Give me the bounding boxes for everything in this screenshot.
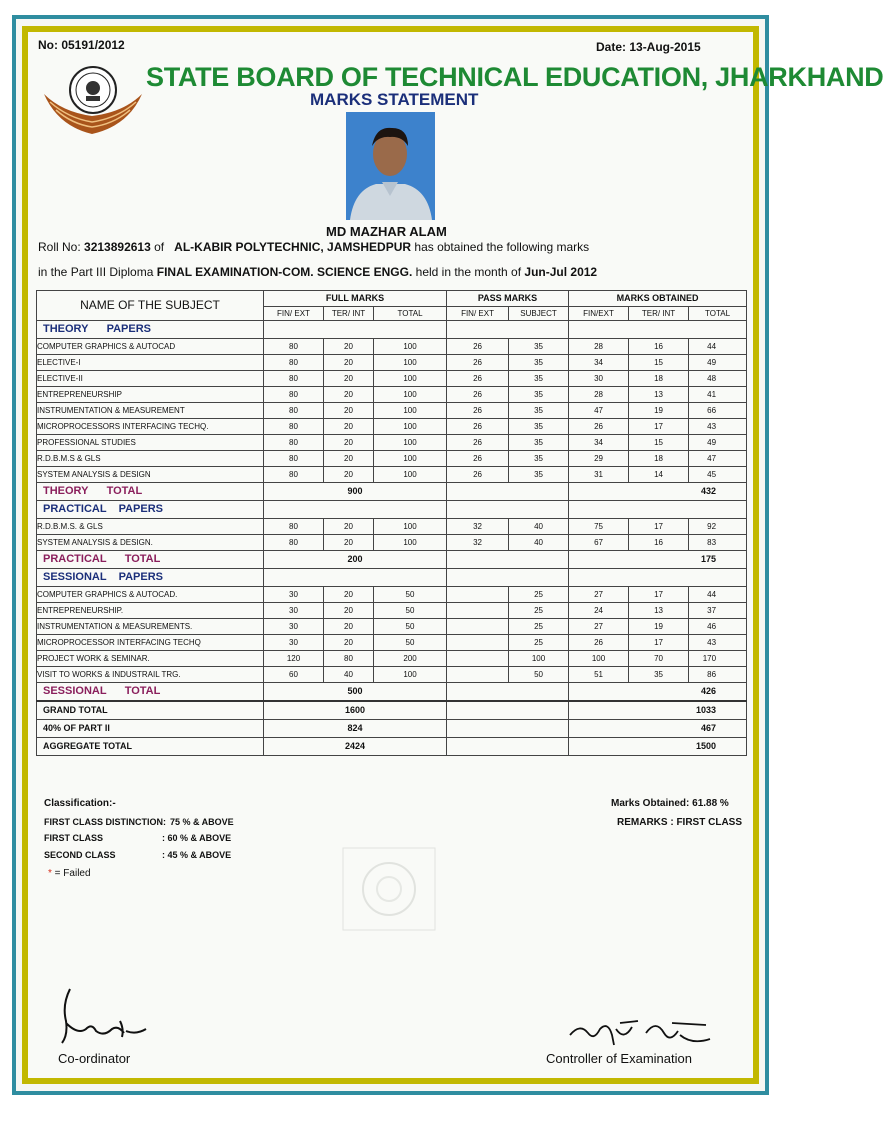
sub-header: TER/ INT <box>324 307 374 321</box>
classification-value: : 60 % & ABOVE <box>162 833 232 843</box>
obtained-marks-cell: 16 <box>629 535 689 551</box>
full-marks-cell: 100 <box>374 667 447 683</box>
obtained-marks-cell: 27 <box>569 587 629 603</box>
roll-line <box>38 240 589 254</box>
obtained-total-cell: 86 <box>689 667 747 683</box>
obtained-marks-cell: 47 <box>569 403 629 419</box>
subject-name: ELECTIVE-I <box>37 355 264 371</box>
pass-marks-cell <box>447 619 509 635</box>
obtained-marks-cell: 70 <box>629 651 689 667</box>
classification-title: Classification:- <box>44 798 116 809</box>
obtained-marks-cell: 18 <box>629 371 689 387</box>
obtained-marks-cell: 16 <box>629 339 689 355</box>
obtained-total-cell: 170 <box>689 651 747 667</box>
sub-header: TER/ INT <box>629 307 689 321</box>
full-marks-cell: 20 <box>324 535 374 551</box>
full-marks-cell: 50 <box>374 587 447 603</box>
obtained-total-cell: 44 <box>689 587 747 603</box>
theory-total-label: THEORY TOTAL <box>37 483 264 501</box>
full-marks-cell: 100 <box>374 435 447 451</box>
full-marks-cell: 30 <box>264 603 324 619</box>
sessional-total-obtained: 426 <box>569 683 747 702</box>
obtained-marks-cell: 17 <box>629 587 689 603</box>
pass-marks-cell: 35 <box>509 355 569 371</box>
subject-name: VISIT TO WORKS & INDUSTRAIL TRG. <box>37 667 264 683</box>
pass-marks-cell: 25 <box>509 619 569 635</box>
obtained-marks-cell: 26 <box>569 419 629 435</box>
pass-marks-cell: 26 <box>447 403 509 419</box>
certificate-number: No: 05191/2012 <box>38 38 125 52</box>
obtained-marks-cell: 35 <box>629 667 689 683</box>
pass-marks-header: PASS MARKS <box>447 291 569 307</box>
full-marks-cell: 60 <box>264 667 324 683</box>
full-marks-cell: 50 <box>374 635 447 651</box>
marks-obtained-header: MARKS OBTAINED <box>569 291 747 307</box>
part-text: in the Part III Diploma <box>38 265 154 279</box>
table-row <box>37 403 747 419</box>
practical-section-heading: PRACTICAL PAPERS <box>37 501 264 519</box>
classification-label: SECOND CLASS <box>44 850 116 860</box>
full-marks-cell: 100 <box>374 371 447 387</box>
obtained-marks-cell: 15 <box>629 355 689 371</box>
table-row <box>37 619 747 635</box>
pass-marks-cell: 35 <box>509 371 569 387</box>
full-marks-cell: 80 <box>264 371 324 387</box>
obtained-total-cell: 47 <box>689 451 747 467</box>
obtained-marks-cell: 17 <box>629 635 689 651</box>
full-marks-cell: 20 <box>324 467 374 483</box>
pass-marks-cell <box>447 651 509 667</box>
full-marks-cell: 100 <box>374 355 447 371</box>
failed-star-icon: * <box>48 868 52 879</box>
full-marks-cell: 20 <box>324 519 374 535</box>
obtained-marks-cell: 28 <box>569 339 629 355</box>
table-row <box>37 651 747 667</box>
marks-table <box>36 290 747 756</box>
obtained-marks-cell: 31 <box>569 467 629 483</box>
pass-marks-cell: 35 <box>509 419 569 435</box>
full-marks-cell: 100 <box>374 451 447 467</box>
pass-marks-cell: 26 <box>447 467 509 483</box>
pass-marks-cell: 25 <box>509 603 569 619</box>
aggregate-total-label: AGGREGATE TOTAL <box>37 738 264 756</box>
sub-header: FIN/EXT <box>569 307 629 321</box>
pass-marks-cell: 35 <box>509 467 569 483</box>
pass-marks-cell: 26 <box>447 419 509 435</box>
pass-marks-cell: 25 <box>509 587 569 603</box>
subject-name: R.D.B.M.S. & GLS <box>37 519 264 535</box>
remarks: REMARKS : FIRST CLASS <box>617 817 742 828</box>
full-marks-cell: 20 <box>324 419 374 435</box>
sub-header: SUBJECT <box>509 307 569 321</box>
pass-marks-cell: 35 <box>509 403 569 419</box>
practical-rows <box>37 519 747 551</box>
roll-number: 3213892613 <box>84 240 151 254</box>
subject-name: INSTRUMENTATION & MEASUREMENT <box>37 403 264 419</box>
full-marks-cell: 20 <box>324 635 374 651</box>
pass-marks-cell <box>447 667 509 683</box>
obtained-marks-cell: 100 <box>569 651 629 667</box>
subject-name: PROFESSIONAL STUDIES <box>37 435 264 451</box>
obtained-marks-cell: 19 <box>629 403 689 419</box>
full-marks-cell: 80 <box>264 403 324 419</box>
watermark-seal-icon <box>343 848 435 930</box>
obtained-marks-cell: 67 <box>569 535 629 551</box>
pass-marks-cell: 26 <box>447 371 509 387</box>
obtained-marks-cell: 34 <box>569 435 629 451</box>
roll-label: Roll No: <box>38 240 81 254</box>
full-marks-cell: 80 <box>264 355 324 371</box>
full-marks-cell: 80 <box>264 387 324 403</box>
obtained-marks-cell: 13 <box>629 387 689 403</box>
practical-total-label: PRACTICAL TOTAL <box>37 551 264 569</box>
sessional-section-heading: SESSIONAL PAPERS <box>37 569 264 587</box>
pass-marks-cell: 26 <box>447 339 509 355</box>
obtained-total-cell: 48 <box>689 371 747 387</box>
obtained-marks-cell: 34 <box>569 355 629 371</box>
full-marks-cell: 80 <box>264 451 324 467</box>
table-row <box>37 667 747 683</box>
obtained-marks-cell: 17 <box>629 519 689 535</box>
subject-name: COMPUTER GRAPHICS & AUTOCAD. <box>37 587 264 603</box>
obtained-text: has obtained the following marks <box>414 240 590 254</box>
subject-name: SYSTEM ANALYSIS & DESIGN <box>37 467 264 483</box>
full-marks-cell: 50 <box>374 603 447 619</box>
full-marks-cell: 20 <box>324 451 374 467</box>
pass-marks-cell: 26 <box>447 387 509 403</box>
document-subtitle: MARKS STATEMENT <box>310 90 479 109</box>
theory-rows <box>37 339 747 483</box>
issue-date: Date: 13-Aug-2015 <box>596 40 701 54</box>
sessional-rows <box>37 587 747 683</box>
obtained-marks-cell: 26 <box>569 635 629 651</box>
obtained-total-cell: 46 <box>689 619 747 635</box>
pass-marks-cell: 35 <box>509 451 569 467</box>
full-marks-cell: 30 <box>264 635 324 651</box>
pass-marks-cell <box>447 603 509 619</box>
pass-marks-cell: 32 <box>447 519 509 535</box>
full-marks-cell: 100 <box>374 419 447 435</box>
classification-value: 75 % & ABOVE <box>170 817 234 827</box>
subject-header: NAME OF THE SUBJECT <box>37 291 264 321</box>
pass-marks-cell: 26 <box>447 355 509 371</box>
obtained-total-cell: 66 <box>689 403 747 419</box>
full-marks-cell: 100 <box>374 535 447 551</box>
table-row <box>37 339 747 355</box>
exam-month: Jun-Jul 2012 <box>524 265 598 279</box>
obtained-total-cell: 45 <box>689 467 747 483</box>
obtained-marks-cell: 75 <box>569 519 629 535</box>
full-marks-cell: 80 <box>324 651 374 667</box>
coordinator-label: Co-ordinator <box>58 1051 131 1066</box>
forty-percent-obtained: 467 <box>569 720 747 738</box>
pass-marks-cell: 40 <box>509 519 569 535</box>
table-row <box>37 519 747 535</box>
board-title: STATE BOARD OF TECHNICAL EDUCATION, JHARKHAND <box>146 62 884 92</box>
full-marks-cell: 120 <box>264 651 324 667</box>
table-row <box>37 587 747 603</box>
student-photo <box>346 112 435 220</box>
obtained-total-cell: 43 <box>689 635 747 651</box>
classification-value: : 45 % & ABOVE <box>162 850 232 860</box>
sub-header: TOTAL <box>374 307 447 321</box>
grand-total-obtained: 1033 <box>569 701 747 720</box>
theory-total-full: 900 <box>264 483 447 501</box>
full-marks-cell: 80 <box>264 535 324 551</box>
obtained-marks-cell: 29 <box>569 451 629 467</box>
table-row <box>37 355 747 371</box>
full-marks-cell: 20 <box>324 435 374 451</box>
obtained-marks-cell: 30 <box>569 371 629 387</box>
marks-obtained-percent: Marks Obtained: 61.88 % <box>611 798 729 809</box>
subject-name: ELECTIVE-II <box>37 371 264 387</box>
obtained-total-cell: 49 <box>689 435 747 451</box>
full-marks-cell: 20 <box>324 587 374 603</box>
sessional-total-label: SESSIONAL TOTAL <box>37 683 264 702</box>
full-marks-cell: 40 <box>324 667 374 683</box>
full-marks-cell: 80 <box>264 419 324 435</box>
pass-marks-cell: 35 <box>509 387 569 403</box>
subject-name: SYSTEM ANALYSIS & DESIGN. <box>37 535 264 551</box>
failed-legend <box>48 868 91 879</box>
table-row <box>37 467 747 483</box>
sub-header: FIN/ EXT <box>447 307 509 321</box>
subject-name: R.D.B.M.S & GLS <box>37 451 264 467</box>
full-marks-cell: 20 <box>324 387 374 403</box>
failed-text: = Failed <box>51 868 91 879</box>
sub-header: FIN/ EXT <box>264 307 324 321</box>
student-name: MD MAZHAR ALAM <box>326 224 447 239</box>
subject-name: PROJECT WORK & SEMINAR. <box>37 651 264 667</box>
pass-marks-cell: 50 <box>509 667 569 683</box>
table-row <box>37 371 747 387</box>
pass-marks-cell: 35 <box>509 435 569 451</box>
full-marks-cell: 20 <box>324 619 374 635</box>
of-text: of <box>154 240 165 254</box>
full-marks-cell: 80 <box>264 467 324 483</box>
grand-total-label: GRAND TOTAL <box>37 701 264 720</box>
full-marks-cell: 20 <box>324 403 374 419</box>
practical-total-obtained: 175 <box>569 551 747 569</box>
full-marks-cell: 80 <box>264 435 324 451</box>
full-marks-cell: 20 <box>324 603 374 619</box>
forty-percent-label: 40% OF PART II <box>37 720 264 738</box>
full-marks-cell: 50 <box>374 619 447 635</box>
pass-marks-cell <box>447 635 509 651</box>
pass-marks-cell: 25 <box>509 635 569 651</box>
pass-marks-cell <box>447 587 509 603</box>
controller-label: Controller of Examination <box>546 1051 692 1066</box>
table-row <box>37 603 747 619</box>
obtained-marks-cell: 51 <box>569 667 629 683</box>
pass-marks-cell: 100 <box>509 651 569 667</box>
table-row <box>37 451 747 467</box>
subject-name: MICROPROCESSORS INTERFACING TECHQ. <box>37 419 264 435</box>
exam-line <box>38 265 597 279</box>
full-marks-cell: 20 <box>324 371 374 387</box>
full-marks-cell: 100 <box>374 467 447 483</box>
controller-signature <box>560 1015 730 1055</box>
table-row <box>37 387 747 403</box>
table-row <box>37 535 747 551</box>
obtained-marks-cell: 19 <box>629 619 689 635</box>
obtained-total-cell: 83 <box>689 535 747 551</box>
obtained-marks-cell: 18 <box>629 451 689 467</box>
obtained-marks-cell: 13 <box>629 603 689 619</box>
subject-name: INSTRUMENTATION & MEASUREMENTS. <box>37 619 264 635</box>
full-marks-cell: 20 <box>324 339 374 355</box>
exam-name: FINAL EXAMINATION-COM. SCIENCE ENGG. <box>156 265 413 279</box>
practical-total-full: 200 <box>264 551 447 569</box>
obtained-marks-cell: 14 <box>629 467 689 483</box>
classification-label: FIRST CLASS <box>44 833 104 843</box>
forty-percent-full: 824 <box>264 720 447 738</box>
table-row <box>37 419 747 435</box>
obtained-marks-cell: 24 <box>569 603 629 619</box>
subject-name: ENTREPRENEURSHIP <box>37 387 264 403</box>
coordinator-signature <box>52 985 162 1050</box>
full-marks-cell: 80 <box>264 519 324 535</box>
theory-section-heading: THEORY PAPERS <box>37 321 264 339</box>
classification-label: FIRST CLASS DISTINCTION: <box>44 817 166 827</box>
full-marks-cell: 20 <box>324 355 374 371</box>
full-marks-cell: 30 <box>264 619 324 635</box>
pass-marks-cell: 26 <box>447 435 509 451</box>
full-marks-cell: 100 <box>374 387 447 403</box>
obtained-total-cell: 44 <box>689 339 747 355</box>
full-marks-cell: 200 <box>374 651 447 667</box>
obtained-total-cell: 41 <box>689 387 747 403</box>
full-marks-cell: 80 <box>264 339 324 355</box>
obtained-marks-cell: 28 <box>569 387 629 403</box>
table-row <box>37 435 747 451</box>
theory-total-obtained: 432 <box>569 483 747 501</box>
grand-total-full: 1600 <box>264 701 447 720</box>
subject-name: MICROPROCESSOR INTERFACING TECHQ <box>37 635 264 651</box>
pass-marks-cell: 26 <box>447 451 509 467</box>
obtained-marks-cell: 27 <box>569 619 629 635</box>
aggregate-total-obtained: 1500 <box>569 738 747 756</box>
pass-marks-cell: 35 <box>509 339 569 355</box>
sessional-total-full: 500 <box>264 683 447 702</box>
aggregate-total-full: 2424 <box>264 738 447 756</box>
obtained-total-cell: 43 <box>689 419 747 435</box>
sub-header: TOTAL <box>689 307 747 321</box>
full-marks-cell: 100 <box>374 339 447 355</box>
pass-marks-cell: 32 <box>447 535 509 551</box>
obtained-marks-cell: 15 <box>629 435 689 451</box>
obtained-total-cell: 92 <box>689 519 747 535</box>
full-marks-header: FULL MARKS <box>264 291 447 307</box>
obtained-total-cell: 49 <box>689 355 747 371</box>
held-text: held in the month of <box>415 265 522 279</box>
full-marks-cell: 100 <box>374 403 447 419</box>
full-marks-cell: 30 <box>264 587 324 603</box>
table-row <box>37 635 747 651</box>
subject-name: ENTREPRENEURSHIP. <box>37 603 264 619</box>
obtained-marks-cell: 17 <box>629 419 689 435</box>
institute-name: AL-KABIR POLYTECHNIC, JAMSHEDPUR <box>174 240 412 254</box>
subject-name: COMPUTER GRAPHICS & AUTOCAD <box>37 339 264 355</box>
obtained-total-cell: 37 <box>689 603 747 619</box>
board-emblem-icon <box>42 64 144 138</box>
pass-marks-cell: 40 <box>509 535 569 551</box>
full-marks-cell: 100 <box>374 519 447 535</box>
